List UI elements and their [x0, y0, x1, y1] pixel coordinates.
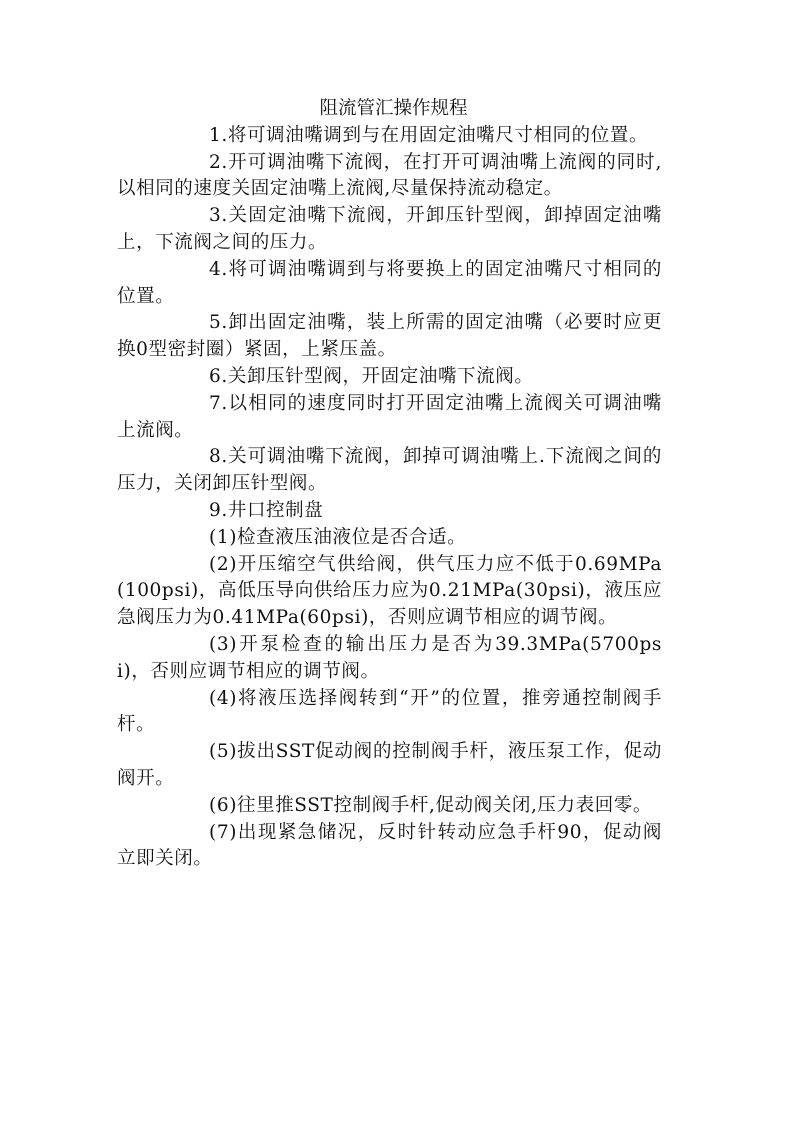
step-6: 6.关卸压针型阀，开固定油嘴下流阀。: [209, 365, 534, 387]
document-title: 阻流管汇操作规程: [319, 98, 468, 119]
step-1: 1.将可调油嘴调到与在用固定油嘴尺寸相同的位置。: [209, 124, 649, 146]
step-8: 8.关可调油嘴下流阀，卸掉可调油嘴上.下流阀之间的压力，关闭卸压针型阀。: [117, 446, 662, 495]
substep-6: (6)往里推SST控制阀手杆,促动阀关闭,压力表回零。: [209, 794, 653, 816]
substep-1: (1)检查液压油液位是否合适。: [209, 526, 467, 548]
step-5: 5.卸出固定油嘴，装上所需的固定油嘴（必要时应更换0型密封圈）紧固，上紧压盖。: [117, 312, 662, 361]
step-7: 7.以相同的速度同时打开固定油嘴上流阀关可调油嘴上流阀。: [117, 392, 662, 441]
substep-3: (3)开泵检查的输出压力是否为39.3MPa(5700psi)，否则应调节相应的调节阀。: [117, 633, 662, 682]
document-page: [117, 96, 662, 873]
substep-2: (2)开压缩空气供给阀，供气压力应不低于0.69MPa(100psi)，高低压导向供给压力应为0.21MPa(30psi)，液压应急阀压力为0.41MPa(60psi)，否则应调节相应的调节阀。: [117, 553, 662, 629]
step-3: 3.关固定油嘴下流阀，开卸压针型阀，卸掉固定油嘴上，下流阀之间的压力。: [117, 205, 662, 253]
substep-7: (7)出现紧急储况，反时针转动应急手杆90，促动阀立即关闭。: [117, 821, 662, 870]
substep-4: (4)将液压选择阀转到“开”的位置，推旁通控制阀手杆。: [117, 687, 662, 736]
step-2: 2.开可调油嘴下流阀，在打开可调油嘴上流阀的同时,以相同的速度关固定油嘴上流阀,尽量保持流动稳定。: [117, 151, 662, 200]
step-9-heading: 9.井口控制盘: [209, 499, 324, 521]
step-4: 4.将可调油嘴调到与将要换上的固定油嘴尺寸相同的位置。: [117, 258, 662, 307]
substep-5: (5)拔出SST促动阀的控制阀手杆，液压泵工作，促动阀开。: [117, 741, 662, 789]
